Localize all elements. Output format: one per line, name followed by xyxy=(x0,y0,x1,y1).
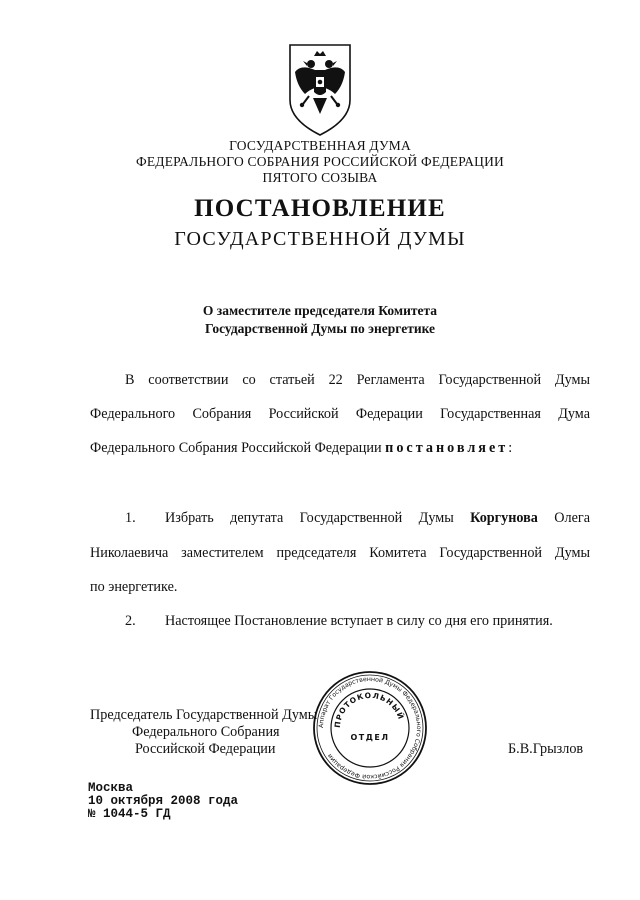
item-1-line-1 xyxy=(165,510,590,527)
deputy-surname: Коргунова xyxy=(470,510,538,526)
footer-document-number: № 1044-5 ГД xyxy=(88,807,171,821)
official-seal-stamp xyxy=(312,670,428,786)
footer-city: Москва xyxy=(88,781,134,795)
coat-of-arms-emblem xyxy=(287,42,353,138)
seal-outer-text: Аппарат Государственной Думы Федерального Собрания Российской Федерации xyxy=(317,675,423,781)
item-1-line-3: по энергетике. xyxy=(90,579,178,595)
preamble-line-3 xyxy=(90,440,512,457)
document-subject xyxy=(0,302,640,338)
item-1-text-post: Олега xyxy=(554,510,591,526)
item-1-number: 1. xyxy=(125,510,136,526)
document-title: ПОСТАНОВЛЕНИЕ xyxy=(194,195,446,222)
item-2-number: 2. xyxy=(125,613,136,629)
signatory-name: Б.В.Грызлов xyxy=(508,741,584,757)
footer-date: 10 октября 2008 года xyxy=(88,794,239,808)
header-line-1: ГОСУДАРСТВЕННАЯ ДУМА xyxy=(229,138,411,153)
item-1-line-2: Николаевича заместителем председателя Комитета Государственной Думы xyxy=(90,545,590,561)
preamble-line-2: Федерального Собрания Российской Федерации Государственная Дума xyxy=(90,406,590,422)
seal-inner-text: ПРОТОКОЛЬНЫЙ xyxy=(332,690,406,729)
header-line-3: ПЯТОГО СОЗЫВА xyxy=(262,170,378,185)
signatory-position-line-3: Российской Федерации xyxy=(135,741,276,757)
signatory-position-line-1: Председатель Государственной Думы xyxy=(90,707,318,723)
resolution-keyword: постановляет xyxy=(385,440,509,456)
header-line-2: ФЕДЕРАЛЬНОГО СОБРАНИЯ РОССИЙСКОЙ ФЕДЕРАЦИИ xyxy=(136,154,504,169)
item-2-line-1: Настоящее Постановление вступает в силу со дня его принятия. xyxy=(165,613,553,629)
document-subtitle: ГОСУДАРСТВЕННОЙ ДУМЫ xyxy=(174,228,466,250)
preamble-line-3-text: Федерального Собрания Российской Федерации xyxy=(90,440,382,456)
subject-line-2: Государственной Думы по энергетике xyxy=(204,321,436,336)
preamble-colon: : xyxy=(508,440,513,456)
subject-line-1: О заместителе председателя Комитета xyxy=(202,303,438,318)
item-1-text-pre: Избрать депутата Государственной Думы xyxy=(165,510,454,526)
signatory-position-line-2: Федерального Собрания xyxy=(132,724,280,740)
seal-center-text: ОТДЕЛ xyxy=(350,733,390,742)
preamble-line-1: В соответствии со статьей 22 Регламента Государственной Думы xyxy=(125,372,590,388)
